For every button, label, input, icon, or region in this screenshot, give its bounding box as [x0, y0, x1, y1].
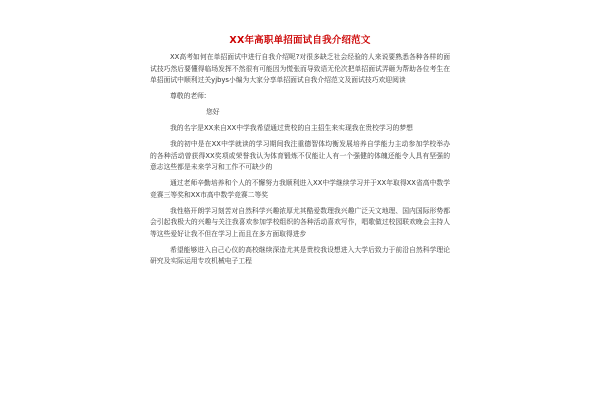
body-paragraph-1: 我的名字是XX来自XX中学我希望通过贵校的自主招生来实现我在贵校学习的梦想 — [170, 124, 413, 132]
body-paragraph-2: 我的初中是在XX中学就读的学习期间我注重德智体均衡发展培养自学能力主动参加学校举办的各种活动曾获得XX奖项或荣誉我认为体育锻炼不仅能让人有一个强健的体魄还能令人具有坚强的意志这些都是未来学习和工作不可缺少的 — [150, 140, 450, 171]
document-title: XX年高职单招面试自我介绍范文 — [229, 35, 371, 46]
body-paragraph-3: 通过老师辛勤培养和个人的不懈努力我顺利进入XX中学继续学习并于XX年取得XX省高中数学竞赛三等奖和XX市高中数学竞赛二等奖 — [150, 179, 450, 199]
body-paragraph-5: 希望能够进入自己心仪的高校继续深造尤其是贵校我设想进入大学后致力于前沿自然科学理论研究及实际运用专攻机械电子工程 — [150, 245, 450, 265]
intro-paragraph: XX高考如何在单招面试中进行自我介绍呢?对很多缺乏社会经验的人来说要熟悉各种各样的面试技巧然后要懂得临场发挥不然很有可能因为慌张而导致语无伦次把单招面试弄砸为帮助各位考生在单招面试中顺利过关yjbys小编为大家分享单招面试自我介绍范文及面试技巧欢迎阅读 — [150, 53, 450, 84]
greeting: 您好 — [206, 108, 220, 116]
salutation: 尊敬的老师: — [170, 92, 207, 100]
document-page — [150, 34, 450, 272]
body-paragraph-4: 我性格开朗学习刻苦对自然科学兴趣浓厚尤其酷爱数理我兴趣广泛天文地理、国内国际形势都会引起我极大的兴趣与关注我喜欢参加学校组织的各种活动喜欢写作，唱歌做过校园联欢晚会主持人等这些爱好让我不但在学习上而且在多方面取得进步 — [150, 206, 450, 238]
